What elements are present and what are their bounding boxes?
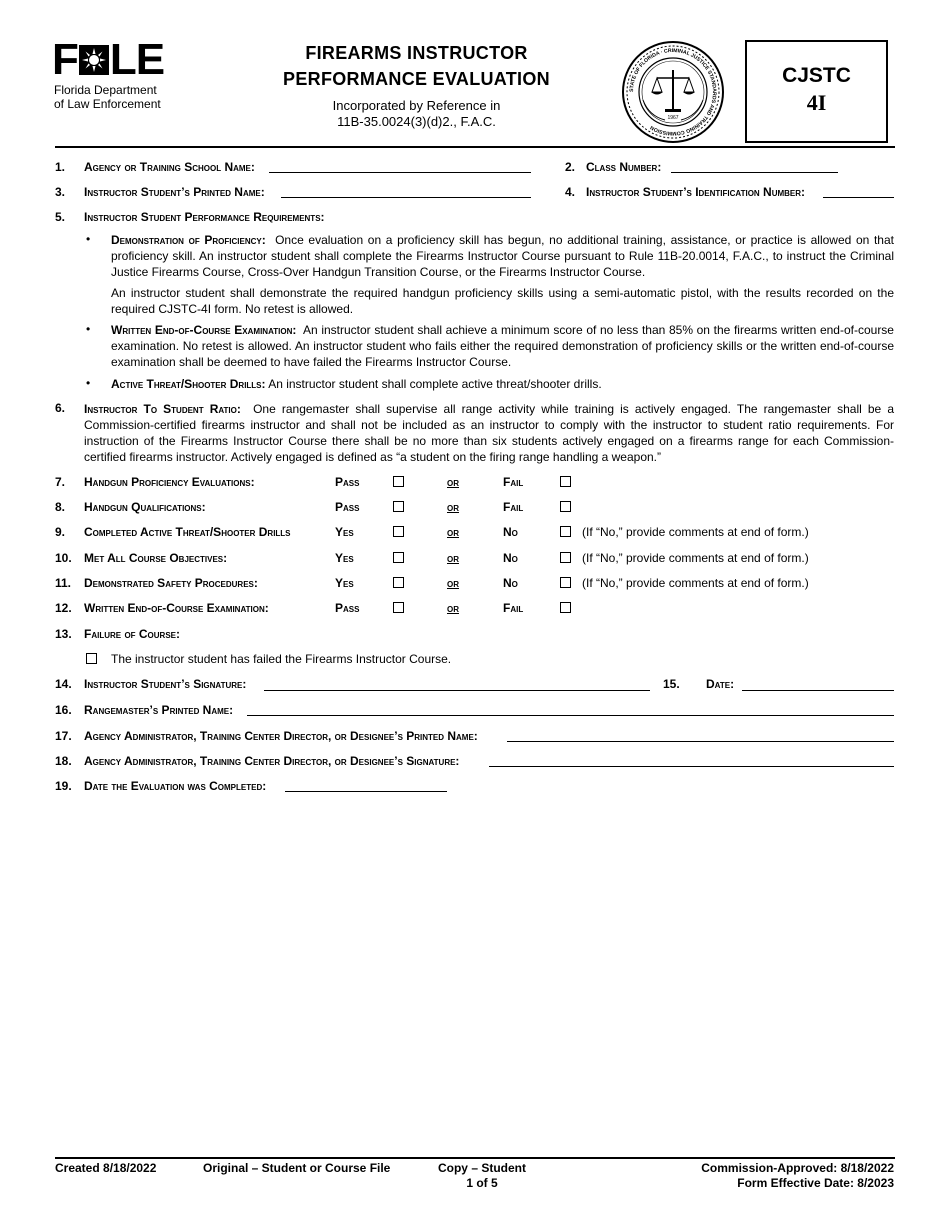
ratio-paragraph bbox=[84, 401, 894, 465]
option-1-checkbox[interactable] bbox=[393, 476, 404, 487]
demonstration-paragraph bbox=[111, 232, 894, 280]
active-threat-text: An instructor student shall complete active threat/shooter drills. bbox=[268, 377, 602, 391]
written-exam-title: Written End-of-Course Examination: bbox=[111, 323, 297, 337]
class-number-label: Class Number: bbox=[586, 160, 662, 174]
performance-requirements-label: Instructor Student Performance Requirements: bbox=[84, 210, 325, 224]
header-divider bbox=[55, 146, 895, 148]
rangemaster-name-field[interactable] bbox=[247, 715, 894, 716]
eval-label: Written End-of-Course Examination: bbox=[84, 601, 269, 615]
bullet: • bbox=[86, 376, 91, 390]
eval-note: (If “No,” provide comments at end of form.) bbox=[582, 551, 809, 565]
field-number: 1. bbox=[55, 160, 66, 174]
footer-divider bbox=[55, 1157, 895, 1159]
failed-course-text: The instructor student has failed the Firearms Instructor Course. bbox=[111, 652, 452, 666]
seal-year: 1967 bbox=[667, 115, 679, 121]
option-2-label: Fail bbox=[503, 601, 524, 615]
demonstration-text: Once evaluation on a proficiency skill has begun, no additional training, assistance, or practice is allowed on that proficiency skill. An instructor student shall complete the Firearms Instructor Course pursuant to Rule 11B-20.0014, F.A.C., to instruct the Criminal Justice Firearms Course, Cross-Over Handgun Transition Course, or the Firearms Instructor Course. bbox=[111, 233, 894, 279]
option-2-label: No bbox=[503, 551, 518, 565]
footer-effective: Form Effective Date: 8/2023 bbox=[737, 1176, 894, 1190]
option-2-checkbox[interactable] bbox=[560, 577, 571, 588]
option-2-label: No bbox=[503, 576, 518, 590]
agency-line-2: of Law Enforcement bbox=[54, 97, 161, 111]
date-label: Date: bbox=[706, 677, 735, 691]
field-number: 12. bbox=[55, 601, 72, 615]
agency-name bbox=[54, 83, 161, 111]
field-number: 4. bbox=[565, 185, 576, 199]
fdle-logo: F LE bbox=[52, 35, 165, 84]
field-number: 6. bbox=[55, 401, 66, 415]
field-number: 3. bbox=[55, 185, 66, 199]
or-label: or bbox=[447, 578, 459, 590]
bullet: • bbox=[86, 322, 91, 336]
student-printed-name-label: Instructor Student’s Printed Name: bbox=[84, 185, 265, 199]
ratio-title: Instructor To Student Ratio: bbox=[84, 402, 241, 416]
date-field[interactable] bbox=[742, 690, 894, 691]
option-1-checkbox[interactable] bbox=[393, 526, 404, 537]
field-number: 19. bbox=[55, 779, 72, 793]
eval-label: Handgun Qualifications: bbox=[84, 500, 206, 514]
option-1-label: Pass bbox=[335, 500, 360, 514]
field-number: 2. bbox=[565, 160, 576, 174]
option-2-label: Fail bbox=[503, 500, 524, 514]
evaluation-date-field[interactable] bbox=[285, 791, 447, 792]
rangemaster-name-label: Rangemaster’s Printed Name: bbox=[84, 703, 234, 717]
administrator-name-label: Agency Administrator, Training Center Director, or Designee’s Printed Name: bbox=[84, 729, 478, 743]
field-number: 10. bbox=[55, 551, 72, 565]
agency-name-field[interactable] bbox=[269, 172, 531, 173]
or-label: or bbox=[447, 553, 459, 565]
option-2-checkbox[interactable] bbox=[560, 476, 571, 487]
agency-name-label: Agency or Training School Name: bbox=[84, 160, 255, 174]
eval-label: Completed Active Threat/Shooter Drills bbox=[84, 525, 291, 539]
option-1-label: Yes bbox=[335, 525, 354, 539]
failure-of-course-label: Failure of Course: bbox=[84, 627, 180, 641]
ratio-text: One rangemaster shall supervise all range activity while training is actively engaged. The rangemaster shall be a Commission-certified firearms instructor and shall not be included as an instructor to comply with the instructor to student ratio requirements. For instruction of the Firearms Instructor Course there shall be no more than six students actively engaged on a firearms range for each Commission-certified firearms instructor. Actively engaged is defined as “a student on the firing range handling a weapon.” bbox=[84, 402, 895, 464]
demonstration-text-2: An instructor student shall demonstrate the required handgun proficiency skills using a semi-automatic pistol, with the results recorded on the required CJSTC-4I form. No retest is allowed. bbox=[111, 286, 894, 316]
eval-label: Demonstrated Safety Procedures: bbox=[84, 576, 258, 590]
active-threat-paragraph bbox=[111, 376, 894, 392]
footer-copy-block bbox=[420, 1161, 544, 1191]
active-threat-title: Active Threat/Shooter Drills: bbox=[111, 377, 266, 391]
evaluation-date-label: Date the Evaluation was Completed: bbox=[84, 779, 267, 793]
option-1-checkbox[interactable] bbox=[393, 602, 404, 613]
option-1-label: Pass bbox=[335, 601, 360, 615]
field-number: 9. bbox=[55, 525, 66, 539]
page-number: 1 of 5 bbox=[466, 1176, 498, 1190]
or-label: or bbox=[447, 477, 459, 489]
or-label: or bbox=[447, 527, 459, 539]
administrator-name-field[interactable] bbox=[507, 741, 894, 742]
student-signature-label: Instructor Student’s Signature: bbox=[84, 677, 247, 691]
option-2-checkbox[interactable] bbox=[560, 501, 571, 512]
bullet: • bbox=[86, 232, 91, 246]
field-number: 16. bbox=[55, 703, 72, 717]
field-number: 15. bbox=[663, 677, 680, 691]
field-number: 18. bbox=[55, 754, 72, 768]
option-2-label: Fail bbox=[503, 475, 524, 489]
form-code-line-1: CJSTC bbox=[782, 64, 851, 87]
student-printed-name-field[interactable] bbox=[281, 197, 531, 198]
eval-note: (If “No,” provide comments at end of form.) bbox=[582, 525, 809, 539]
option-2-checkbox[interactable] bbox=[560, 552, 571, 563]
field-number: 14. bbox=[55, 677, 72, 691]
footer-original: Original – Student or Course File bbox=[203, 1161, 391, 1175]
title-line-2: PERFORMANCE EVALUATION bbox=[283, 69, 550, 89]
eval-label: Handgun Proficiency Evaluations: bbox=[84, 475, 255, 489]
state-seal-icon bbox=[621, 40, 725, 144]
written-exam-text: An instructor student shall achieve a minimum score of no less than 85% on the firearms written end-of-course examination. No retest is allowed. An instructor student who fails either the required demonstration of proficiency skills or the written end-of-course examination shall be deemed to have failed the Firearms Instructor Course. bbox=[111, 323, 894, 369]
form-title bbox=[250, 40, 583, 92]
form-code-line-2: 4I bbox=[806, 90, 827, 115]
field-number: 5. bbox=[55, 210, 66, 224]
eval-label: Met All Course Objectives: bbox=[84, 551, 228, 565]
student-id-field[interactable] bbox=[823, 197, 894, 198]
seal-text: STATE OF FLORIDA · CRIMINAL JUSTICE STANDARDS AND TRAINING COMMISSION bbox=[628, 47, 718, 137]
form-code-box bbox=[745, 40, 888, 143]
student-signature-field[interactable] bbox=[264, 690, 650, 691]
footer-created: Created 8/18/2022 bbox=[55, 1161, 157, 1175]
field-number: 7. bbox=[55, 475, 66, 489]
demonstration-title: Demonstration of Proficiency: bbox=[111, 233, 266, 247]
administrator-signature-label: Agency Administrator, Training Center Director, or Designee’s Signature: bbox=[84, 754, 460, 768]
failed-course-checkbox[interactable] bbox=[86, 653, 97, 664]
option-2-checkbox[interactable] bbox=[560, 602, 571, 613]
footer-copy: Copy – Student bbox=[437, 1161, 526, 1175]
administrator-signature-field[interactable] bbox=[489, 766, 894, 767]
or-label: or bbox=[447, 603, 459, 615]
written-exam-paragraph bbox=[111, 322, 894, 370]
field-number: 11. bbox=[55, 576, 72, 590]
incorporation-reference bbox=[290, 98, 543, 130]
field-number: 17. bbox=[55, 729, 72, 743]
option-1-label: Pass bbox=[335, 475, 360, 489]
incorp-line-1: Incorporated by Reference in bbox=[332, 98, 501, 113]
sun-logo-icon bbox=[79, 43, 109, 77]
student-id-label: Instructor Student’s Identification Number: bbox=[586, 185, 806, 199]
class-number-field[interactable] bbox=[671, 172, 838, 173]
footer-dates bbox=[640, 1161, 894, 1191]
option-1-checkbox[interactable] bbox=[393, 577, 404, 588]
eval-note: (If “No,” provide comments at end of form.) bbox=[582, 576, 809, 590]
option-1-checkbox[interactable] bbox=[393, 552, 404, 563]
option-2-label: No bbox=[503, 525, 518, 539]
option-1-label: Yes bbox=[335, 551, 354, 565]
incorp-line-2: 11B-35.0024(3)(d)2., F.A.C. bbox=[337, 114, 496, 129]
option-1-checkbox[interactable] bbox=[393, 501, 404, 512]
or-label: or bbox=[447, 502, 459, 514]
agency-line-1: Florida Department bbox=[54, 83, 157, 97]
option-2-checkbox[interactable] bbox=[560, 526, 571, 537]
title-line-1: FIREARMS INSTRUCTOR bbox=[305, 43, 528, 63]
field-number: 13. bbox=[55, 627, 72, 641]
footer-approved: Commission-Approved: 8/18/2022 bbox=[701, 1161, 894, 1175]
option-1-label: Yes bbox=[335, 576, 354, 590]
field-number: 8. bbox=[55, 500, 66, 514]
